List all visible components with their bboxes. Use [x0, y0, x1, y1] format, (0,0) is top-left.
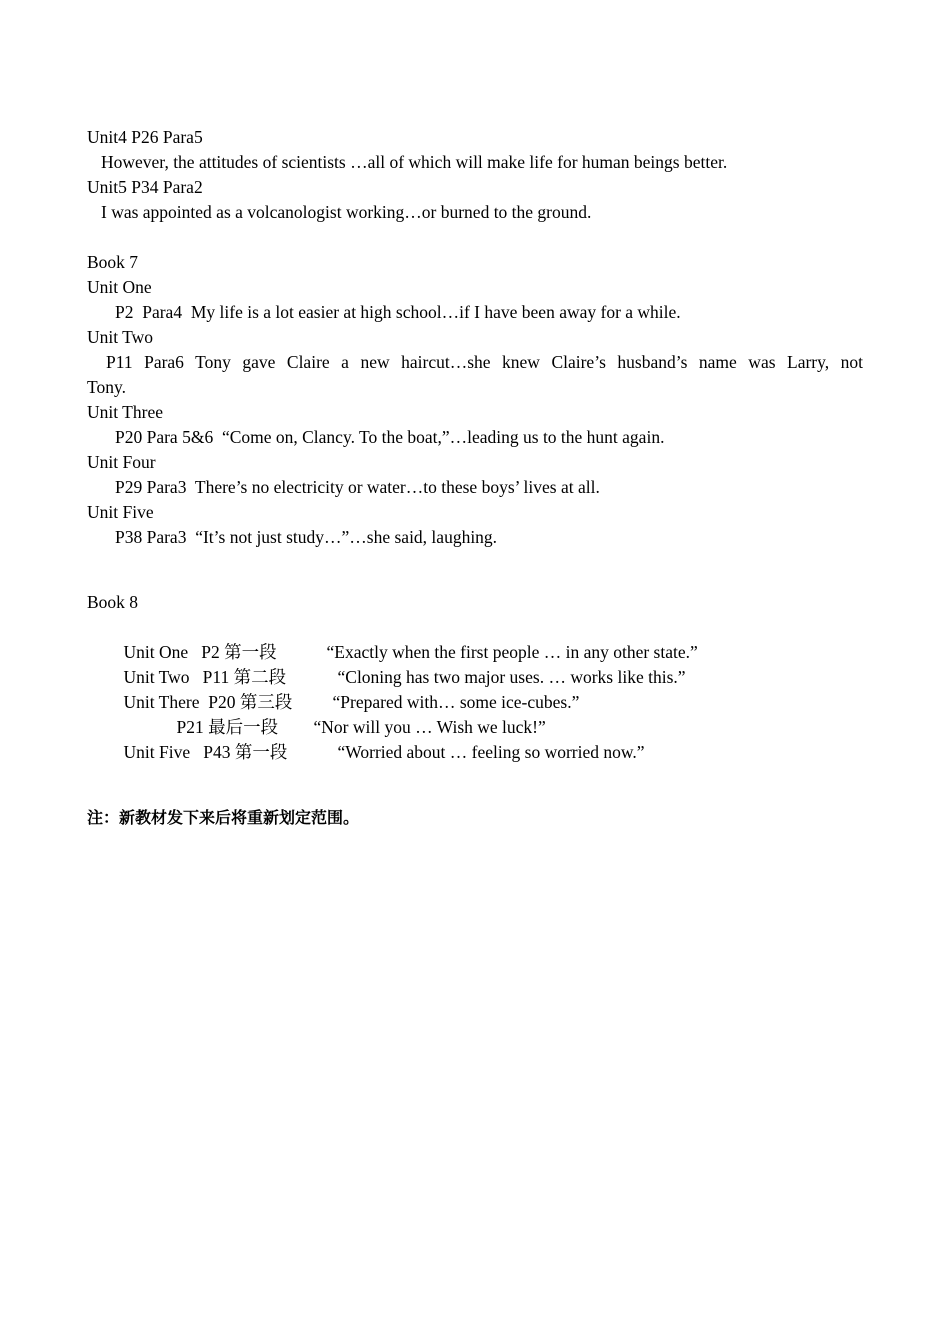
book8-entry [87, 615, 863, 662]
book7-unit-one: Unit One [87, 277, 152, 297]
book7-unit-one-ref: P2 Para4 My life is a lot easier at high school…if I have been away for a while. [115, 302, 681, 322]
book8-entry-quote: “Nor will you … Wish we luck!” [313, 717, 546, 737]
book8-entry-label: P21 最后一段 [176, 717, 279, 737]
book8-entry-label: Unit There P20 第三段 [123, 692, 293, 712]
book7-unit-four: Unit Four [87, 452, 156, 472]
book7-unit-three: Unit Three [87, 402, 163, 422]
unit4-heading: Unit4 P26 Para5 [87, 127, 203, 147]
book7-unit-two-ref: P11 Para6 Tony gave Claire a new haircut…she knew Claire’s husband’s name was Larry, not [106, 352, 863, 372]
unit4-text: However, the attitudes of scientists …all of which will make life for human beings better. [101, 152, 728, 172]
unit5-heading: Unit5 P34 Para2 [87, 177, 203, 197]
book8-entry-label: Unit Five P43 第一段 [123, 742, 288, 762]
book8-entry-label: Unit Two P11 第二段 [123, 667, 287, 687]
book8-entry-quote: “Prepared with… some ice-cubes.” [332, 692, 580, 712]
unit5-text: I was appointed as a volcanologist working…or burned to the ground. [101, 202, 592, 222]
book8-title: Book 8 [87, 592, 139, 612]
note-text: 注：新教材发下来后将重新划定范围。 [87, 808, 360, 827]
book7-unit-two: Unit Two [87, 327, 154, 347]
book7-unit-three-ref: P20 Para 5&6 “Come on, Clancy. To the boat,”…leading us to the hunt again. [115, 427, 665, 447]
book7-unit-five-ref: P38 Para3 “It’s not just study…”…she said, laughing. [115, 527, 498, 547]
book8-entry-quote: “Worried about … feeling so worried now.” [337, 742, 645, 762]
book8-entry-quote: “Cloning has two major uses. … works like this.” [337, 667, 686, 687]
book7-title: Book 7 [87, 252, 139, 272]
book7-unit-five: Unit Five [87, 502, 154, 522]
book8-entry-quote: “Exactly when the first people … in any other state.” [326, 642, 698, 662]
document-page [87, 125, 863, 830]
book8-entry-label: Unit One P2 第一段 [123, 642, 277, 662]
book7-unit-four-ref: P29 Para3 There’s no electricity or water…to these boys’ lives at all. [115, 477, 600, 497]
book7-unit-two-ref-cont: Tony. [87, 377, 126, 397]
